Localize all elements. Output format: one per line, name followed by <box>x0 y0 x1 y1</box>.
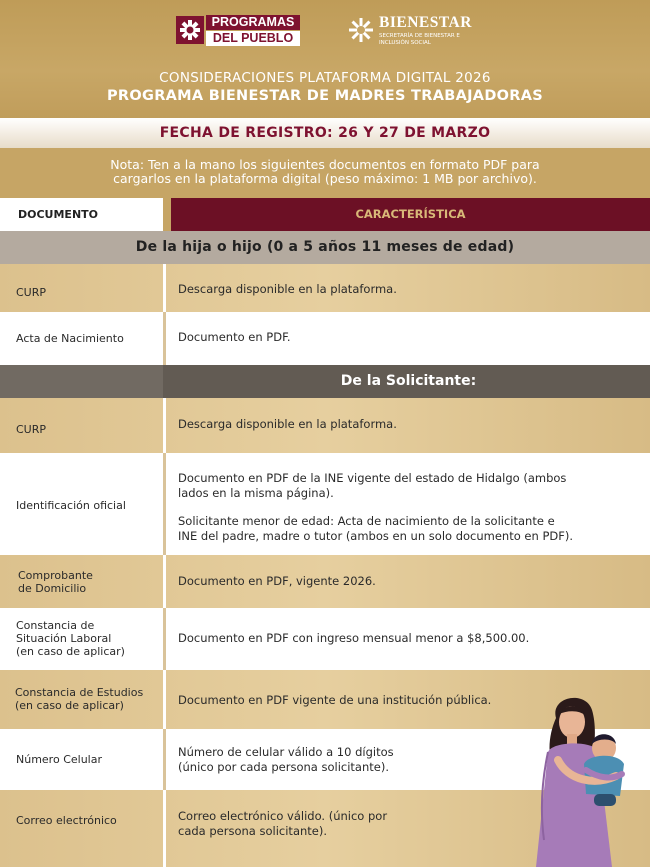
row-document: CURP <box>16 286 47 299</box>
column-header-document <box>0 198 163 231</box>
row-document: Correo electrónico <box>16 814 117 827</box>
row-divider <box>163 264 166 312</box>
row-feature-line1: Documento en PDF de la INE vigente del estado de Hidalgo (ambos <box>178 471 567 485</box>
section-applicant-header <box>0 365 650 398</box>
table-row <box>0 555 650 608</box>
row-feature-line3: Solicitante menor de edad: Acta de nacimiento de la solicitante e <box>178 514 555 528</box>
row-document-line2: Situación Laboral <box>16 632 112 645</box>
mother-child-illustration <box>528 690 650 867</box>
header <box>0 0 650 118</box>
table-row <box>0 453 650 555</box>
table-row <box>0 398 650 453</box>
section-applicant-left <box>0 365 163 398</box>
row-divider <box>163 453 166 555</box>
page-title: CONSIDERACIONES PLATAFORMA DIGITAL 2026 <box>159 70 491 86</box>
row-document: Acta de Nacimiento <box>16 332 124 345</box>
column-header-feature <box>171 198 650 231</box>
row-document: Identificación oficial <box>16 499 126 512</box>
row-feature: Documento en PDF. <box>178 330 291 344</box>
row-document-line3: (en caso de aplicar) <box>16 645 125 658</box>
page-subtitle: PROGRAMA BIENESTAR DE MADRES TRABAJADORAS <box>106 88 544 104</box>
row-feature: Descarga disponible en la plataforma. <box>178 417 397 431</box>
row-document: CURP <box>16 423 47 436</box>
row-divider <box>163 729 166 790</box>
bienestar-star-icon <box>347 16 375 44</box>
row-divider <box>163 670 166 729</box>
table-row <box>0 608 650 670</box>
row-document-line1: Constancia de Estudios <box>15 686 144 699</box>
registration-date-band <box>0 118 650 148</box>
note-line2: cargarlos en la plataforma digital (peso máximo: 1 MB por archivo). <box>113 171 537 186</box>
bienestar-sub: SECRETARÍA DE BIENESTAR E INCLUSIÓN SOCIAL <box>379 33 460 46</box>
row-document-line1: Comprobante <box>18 569 93 582</box>
row-feature-line1: Número de celular válido a 10 dígitos <box>178 745 394 759</box>
section-child-header <box>0 231 650 264</box>
note-line1: Nota: Ten a la mano los siguientes documentos en formato PDF para <box>110 157 540 172</box>
section-applicant-label: De la Solicitante: <box>340 373 477 389</box>
row-divider <box>163 608 166 670</box>
row-feature-line2: (único por cada persona solicitante). <box>178 760 389 774</box>
row-feature: Documento en PDF vigente de una institución pública. <box>178 693 492 707</box>
row-document-line1: Constancia de <box>16 619 95 632</box>
row-document: Número Celular <box>16 753 102 766</box>
row-divider <box>163 790 166 867</box>
logo-line2: DEL PUEBLO <box>206 31 300 46</box>
row-feature: Documento en PDF, vigente 2026. <box>178 574 376 588</box>
row-feature-line2: lados en la misma página). <box>178 486 334 500</box>
programas-del-pueblo-logo <box>176 15 300 47</box>
row-feature: Documento en PDF con ingreso mensual menor a $8,500.00. <box>178 631 530 645</box>
row-feature-line1: Correo electrónico válido. (único por <box>178 809 388 823</box>
row-divider <box>163 398 166 453</box>
section-child-label: De la hija o hijo (0 a 5 años 11 meses de edad) <box>135 239 515 255</box>
bienestar-name: BIENESTAR <box>379 14 472 31</box>
row-feature-line4: INE del padre, madre o tutor (ambos en un solo documento en PDF). <box>178 529 573 543</box>
row-document-line2: de Domicilio <box>18 582 87 595</box>
row-divider <box>163 312 166 365</box>
note <box>0 148 650 196</box>
logo-line1: PROGRAMAS <box>206 15 300 30</box>
row-divider <box>163 555 166 608</box>
column-header-document-label: DOCUMENTO <box>18 208 99 221</box>
row-document-line2: (en caso de aplicar) <box>15 699 124 712</box>
registration-date: FECHA DE REGISTRO: 26 Y 27 DE MARZO <box>159 125 491 141</box>
row-feature-line2: cada persona solicitante). <box>178 824 328 838</box>
table-row <box>0 264 650 312</box>
programas-star-icon <box>176 16 204 44</box>
column-header-feature-label: CARACTERÍSTICA <box>355 207 466 221</box>
row-feature: Descarga disponible en la plataforma. <box>178 282 397 296</box>
bienestar-logo <box>347 14 487 48</box>
table-row <box>0 312 650 365</box>
